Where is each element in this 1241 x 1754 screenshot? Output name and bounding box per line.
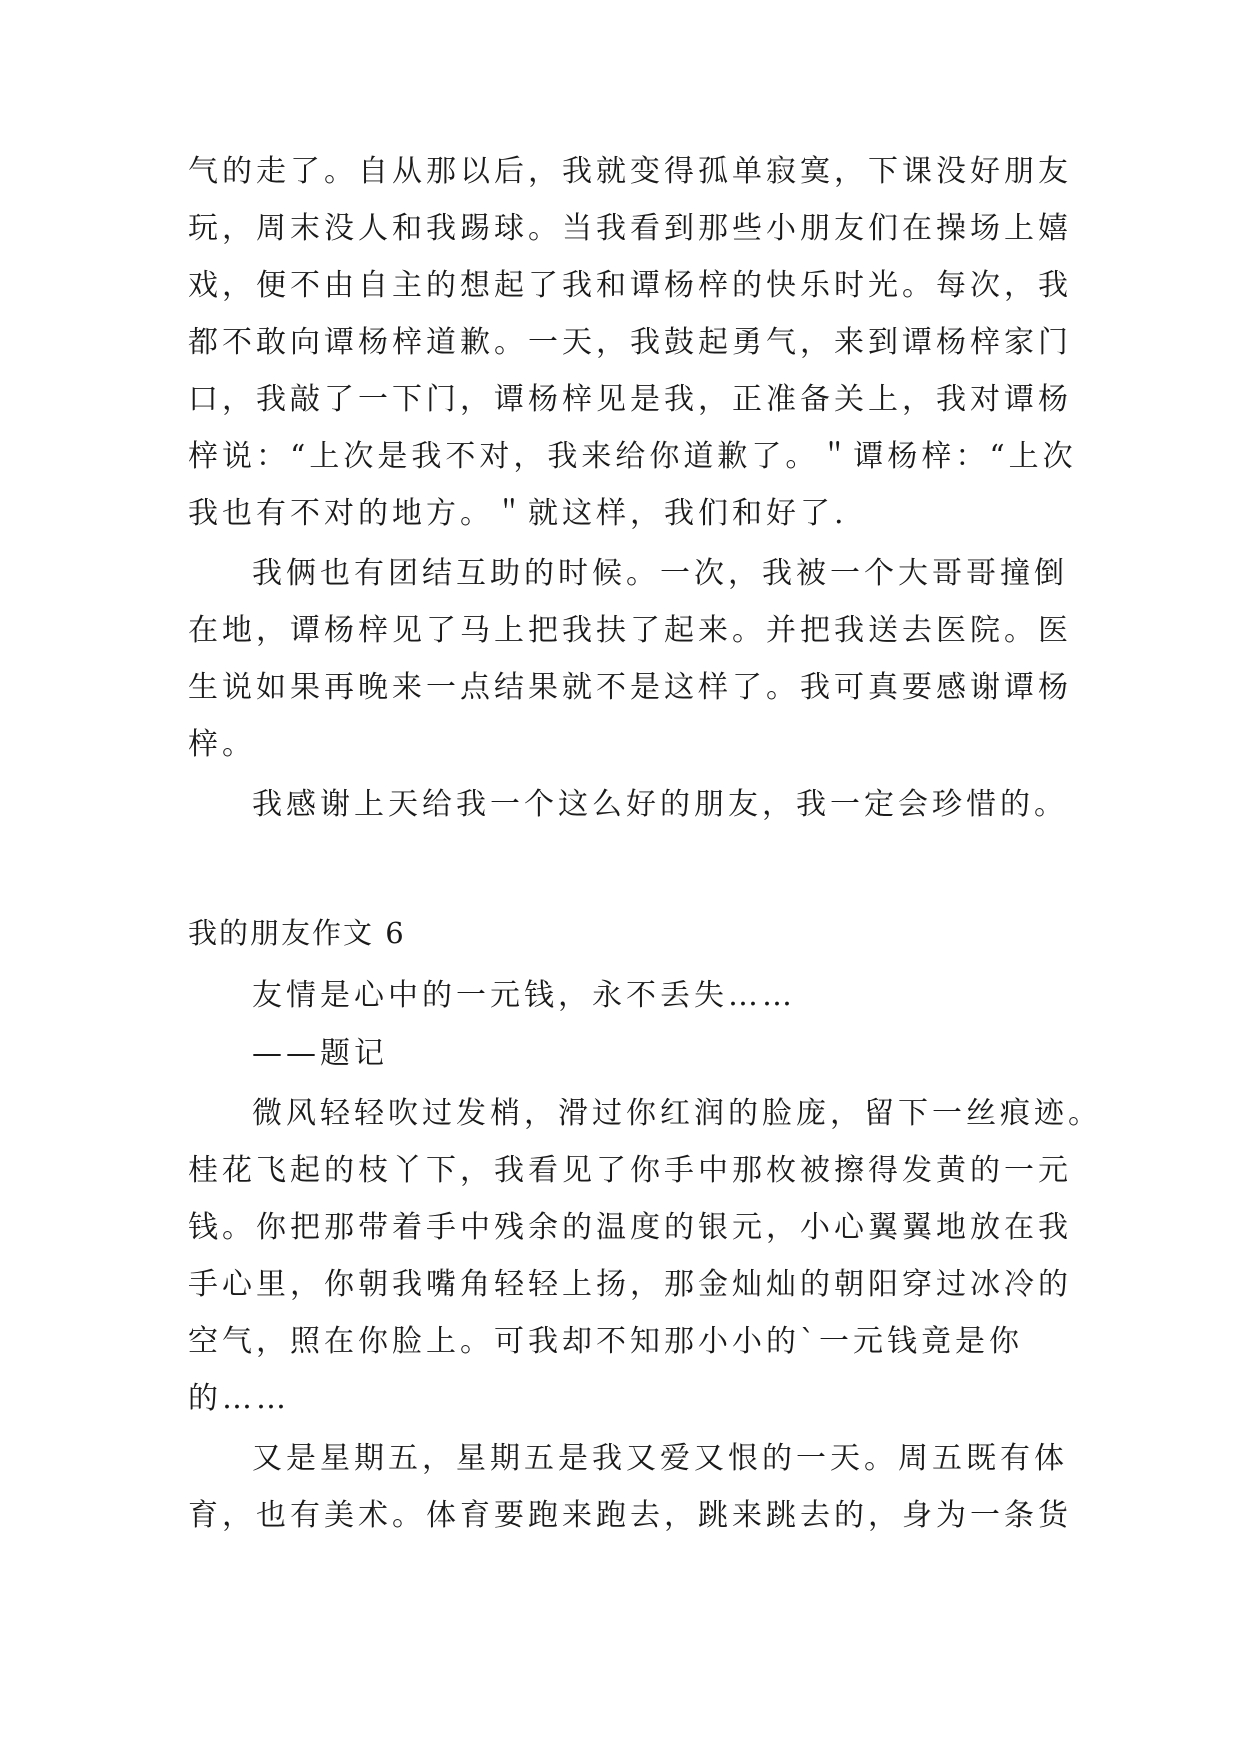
text-line: ——题记 [252, 1036, 388, 1071]
text-line: 友情是心中的一元钱，永不丢失…… [252, 978, 796, 1013]
text-line: 空气，照在你脸上。可我却不知那小小的`一元钱竟是你 [188, 1324, 1023, 1359]
body-text [188, 0, 1102, 1754]
text-line: 气的走了。自从那以后，我就变得孤单寂寞，下课没好朋友 [188, 154, 1072, 189]
text-line: 手心里，你朝我嘴角轻轻上扬，那金灿灿的朝阳穿过冰冷的 [188, 1267, 1072, 1302]
text-line: 微风轻轻吹过发梢，滑过你红润的脸庞，留下一丝痕迹。 [252, 1096, 1102, 1131]
text-line: 在地，谭杨梓见了马上把我扶了起来。并把我送去医院。医 [188, 613, 1072, 648]
text-line: 我感谢上天给我一个这么好的朋友，我一定会珍惜的。 [252, 787, 1068, 822]
text-line: 我也有不对的地方。＂就这样，我们和好了. [188, 496, 848, 531]
text-line: 都不敢向谭杨梓道歉。一天，我鼓起勇气，来到谭杨梓家门 [188, 325, 1072, 360]
text-line: 梓说：“上次是我不对，我来给你道歉了。＂谭杨梓：“上次 [188, 439, 1077, 474]
text-line: 钱。你把那带着手中残余的温度的银元，小心翼翼地放在我 [188, 1210, 1072, 1245]
section-heading: 我的朋友作文 6 [188, 916, 406, 950]
text-line: 桂花飞起的枝丫下，我看见了你手中那枚被擦得发黄的一元 [188, 1153, 1072, 1188]
text-line: 生说如果再晚来一点结果就不是这样了。我可真要感谢谭杨 [188, 670, 1072, 705]
text-line: 我俩也有团结互助的时候。一次，我被一个大哥哥撞倒 [252, 556, 1068, 591]
text-line: 梓。 [188, 727, 256, 762]
text-line: 戏，便不由自主的想起了我和谭杨梓的快乐时光。每次，我 [188, 268, 1072, 303]
text-line: 又是星期五，星期五是我又爱又恨的一天。周五既有体 [252, 1441, 1068, 1476]
text-line: 口，我敲了一下门，谭杨梓见是我，正准备关上，我对谭杨 [188, 382, 1072, 417]
text-line: 育，也有美术。体育要跑来跑去，跳来跳去的，身为一条货 [188, 1498, 1072, 1533]
text-line: 的…… [188, 1381, 290, 1416]
text-line: 玩，周末没人和我踢球。当我看到那些小朋友们在操场上嬉 [188, 211, 1072, 246]
